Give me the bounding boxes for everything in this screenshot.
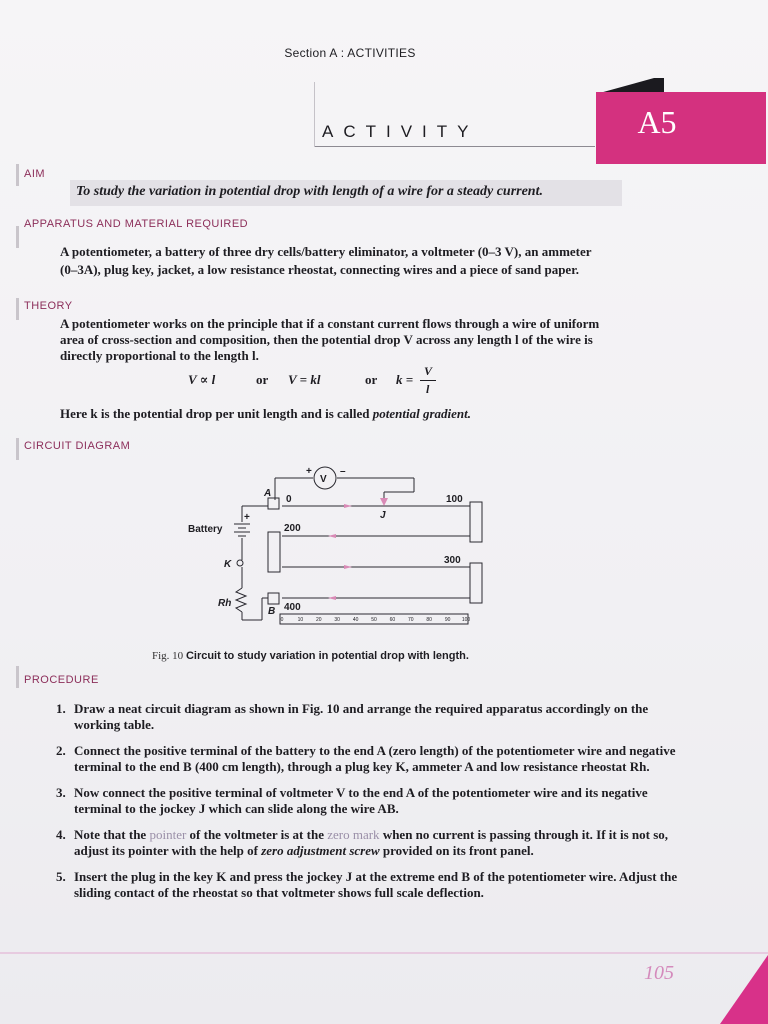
procedure-label: PROCEDURE — [24, 674, 99, 686]
step-text: Connect the positive terminal of the battery to the end A (zero length) of the potentiometer wire and negative terminal to the end B (400 cm length), through a plug key K, ammeter A and low resistance rheostat Rh. — [74, 743, 676, 774]
theory-line-2: area of cross-section and composition, then the potential drop V across any length l of the wire is — [60, 332, 593, 347]
theory-label: THEORY — [24, 300, 73, 312]
apparatus-label: APPARATUS AND MATERIAL REQUIRED — [24, 218, 249, 230]
procedure-step — [52, 743, 692, 775]
circuit-label: CIRCUIT DIAGRAM — [24, 440, 131, 452]
figure-caption — [152, 650, 469, 662]
equation-linear: V = kl — [288, 372, 321, 387]
strip-left-middle — [268, 532, 280, 572]
equation-or-1: or — [256, 372, 269, 387]
scale-label: 70 — [408, 617, 414, 623]
procedure-list — [52, 701, 692, 911]
voltmeter-label: V — [320, 474, 327, 485]
theory-line-1: A potentiometer works on the principle that if a constant current flows through a wire of uniform — [60, 316, 600, 331]
scale-label: 80 — [426, 617, 432, 623]
step-text: Insert the plug in the key K and press the jockey J at the extreme end B of the potentiometer wire. Adjust the sliding contact of the rheostat so that voltmeter shows full scale deflection. — [74, 869, 678, 900]
procedure-marker — [16, 666, 19, 688]
step-text: Now connect the positive terminal of voltmeter V to the end A of the potentiometer wire and its negative terminal to the jockey J which can slide along the wire AB. — [74, 785, 648, 816]
arrow-2 — [328, 534, 336, 538]
equation-or-2: or — [365, 372, 378, 387]
procedure-step — [52, 785, 692, 817]
label-Rh: Rh — [218, 598, 232, 609]
step-number: 3. — [56, 785, 66, 800]
scale-label: 90 — [444, 617, 451, 623]
mark-400: 400 — [284, 602, 301, 613]
mark-0: 0 — [286, 494, 292, 505]
procedure-step — [52, 701, 692, 733]
section-header: Section A : ACTIVITIES — [284, 46, 416, 60]
label-battery: Battery — [188, 524, 223, 535]
label-J: J — [380, 510, 386, 521]
equation-gradient-denominator: l — [426, 382, 430, 396]
arrow-1 — [344, 504, 352, 508]
key-circle — [237, 560, 243, 566]
activity-heading: ACTIVITY — [322, 122, 479, 141]
procedure-step — [52, 827, 692, 859]
scale-label: 10 — [297, 617, 304, 623]
figure-caption-text: Circuit to study variation in potential drop with length. — [185, 650, 469, 662]
step-text: Draw a neat circuit diagram as shown in Fig. 10 and arrange the required apparatus accordingly on the working table. — [74, 701, 649, 732]
mark-200: 200 — [284, 523, 301, 534]
gradient-term: potential gradient. — [372, 406, 471, 421]
gradient-prefix: Here k is the potential drop per unit length and is called — [60, 406, 370, 421]
label-B: B — [268, 606, 276, 617]
jockey-tip — [380, 498, 388, 506]
equation-gradient-lhs: k = — [396, 372, 414, 387]
voltmeter-minus: – — [340, 466, 346, 477]
arrow-4 — [328, 596, 336, 600]
strip-right-top — [470, 502, 482, 542]
aim-label: AIM — [24, 168, 46, 180]
voltmeter-plus: + — [306, 466, 312, 477]
strip-right-bottom — [470, 563, 482, 603]
step-text-pointer: pointer — [149, 827, 187, 842]
step-text-zero-mark: zero mark — [327, 827, 380, 842]
apparatus-line-2: (0–3A), plug key, jacket, a low resistance rheostat, connecting wires and a piece of sand paper. — [60, 262, 580, 277]
figure-number: Fig. 10 — [152, 650, 184, 662]
scale-label: 40 — [352, 617, 359, 623]
step-text-screw: zero adjustment screw — [261, 843, 380, 858]
scale-label: 50 — [371, 617, 377, 623]
mark-300: 300 — [444, 555, 461, 566]
scale-label: 30 — [334, 617, 340, 623]
scale-label: 0 — [280, 617, 284, 623]
scale-label: 100 — [461, 617, 471, 623]
terminal-A — [268, 498, 279, 509]
page-corner-accent — [720, 955, 768, 1024]
mark-100: 100 — [446, 494, 463, 505]
scale-label: 60 — [389, 617, 396, 623]
step-number: 5. — [56, 869, 66, 884]
step-text-a: Note that the — [74, 827, 150, 842]
step-number: 1. — [56, 701, 66, 716]
step-number: 2. — [56, 743, 66, 758]
battery-plus: + — [244, 512, 250, 523]
rheostat-zigzag — [236, 588, 246, 612]
theory-line-3: directly proportional to the length l. — [60, 348, 259, 363]
scale-label: 20 — [316, 617, 322, 623]
label-A: A — [264, 488, 272, 499]
page-edge-tint — [0, 952, 768, 954]
equation-gradient-numerator: V — [424, 364, 433, 378]
label-K: K — [224, 559, 232, 570]
terminal-B — [268, 593, 279, 604]
page-number: 105 — [644, 962, 674, 984]
equation-proportional: V ∝ l — [188, 372, 216, 387]
apparatus-line-1: A potentiometer, a battery of three dry cells/battery eliminator, a voltmeter (0–3 V), an ammeter — [60, 244, 592, 259]
step-text-c: of the voltmeter is at the — [186, 827, 328, 842]
activity-badge-label: A5 — [637, 104, 677, 140]
procedure-step — [52, 869, 692, 901]
aim-text: To study the variation in potential drop with length of a wire for a steady current. — [76, 184, 543, 199]
step-text-e: when no current is passing through it. If it is not so, adjust its pointer with the help of — [74, 827, 669, 858]
arrow-3 — [344, 565, 352, 569]
step-number: 4. — [56, 827, 66, 842]
step-text-g: provided on its front panel. — [379, 843, 534, 858]
